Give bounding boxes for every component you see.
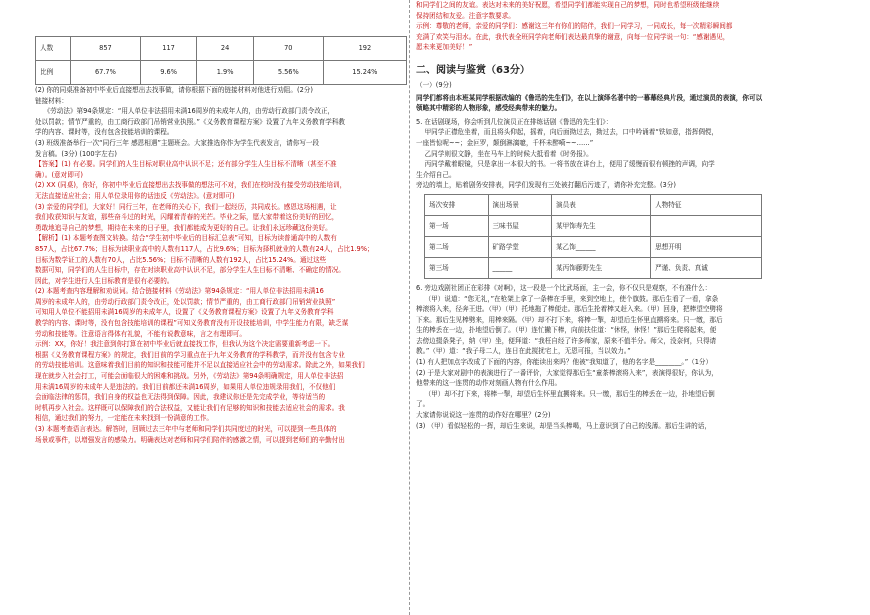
- text-line: 相信，通过我们的努力，一定能在未来找到一份满意的工作。: [35, 414, 214, 423]
- text-line: 领略其中精彩的人物形象，感受经典带来的魅力。: [416, 104, 562, 113]
- answer-continuation: [416, 0, 834, 53]
- table-header: 场次安排: [425, 194, 489, 215]
- text-line: 劳动和技能等。注意语言得体有礼貌，不能有说教意味，言之有理即可。: [35, 329, 246, 338]
- text-line: 《劳动法》第94条规定：“用人单位非法招用未满16周岁的未成年人的，由劳动行政部门责令改正，: [43, 107, 335, 116]
- table-cell: 第一场: [425, 215, 489, 236]
- table-cell: 比例: [36, 61, 71, 85]
- table-row: [425, 236, 762, 257]
- text-line: 用未满16周岁的未成年人是违法的。我们目前都还未满16周岁，如果用人单位违规录用我们，不仅他们: [35, 382, 336, 391]
- table-cell: 某乙饰______: [552, 236, 651, 257]
- cast-table: [424, 194, 762, 279]
- table-cell: 67.7%: [71, 61, 141, 85]
- text-line: 发言稿。(3分) (100字左右): [35, 149, 117, 158]
- text-line: 数据可知，同学们的人生目标中，存在对读职业高中认识不足，部分学生人生目标不清晰、不确定的情况。: [35, 266, 345, 275]
- table-row: [425, 257, 762, 278]
- table-cell: 192: [323, 37, 406, 61]
- table-cell: 人数: [36, 37, 71, 61]
- text-line: 示例：XX，你好！我注意到你打算在初中毕业后就直接找工作，但我认为这个决定需要重新考虑一下。: [35, 340, 335, 349]
- question-5: [416, 117, 834, 191]
- left-column: [35, 0, 407, 445]
- text-line: 857人，占比67.7%；目标为读职业高中的人数有117人，占比9.6%；目标为择机就业的人数有24人，占比1.9%；: [35, 244, 374, 253]
- stats-table: [35, 36, 407, 85]
- section-title: 二、阅读与鉴赏（63分）: [416, 64, 530, 76]
- text-line: 他带来的这一连贯的动作对刻画人物有什么作用。: [416, 379, 562, 388]
- text-line: 乙同学则很文静，坐在马车上的时候大抵看着《时务报》。: [424, 149, 593, 158]
- table-header: 人物特征: [651, 194, 762, 215]
- table-cell: 9.6%: [140, 61, 197, 85]
- text-line: 去傍边掇条凳子，纳（甲）坐，便拜道：“我枉自经了许多师家，原来不值半分。师父，没奈何，只得请: [416, 336, 717, 345]
- table-cell: 某甲饰寿先生: [552, 215, 651, 236]
- table-cell: 第二场: [425, 236, 489, 257]
- left-text-block: [35, 85, 407, 445]
- text-line: 会面临法律的惩罚，我们自身的权益也无法得到保障。因此，我建议你还是先完成学业，等待适当的: [35, 393, 326, 402]
- text-line: 下来。那后生见棒劈来，用棒来隔。（甲）却不打下来，将棒一掣，却望后生怀里直搠将来。只一缴，那后: [416, 315, 723, 324]
- text-line: 甲同学正襟危坐着，而且将头仰起，摇着，向后面拗过去，拗过去，口中吟诵着“铁如意，指挥倜傥，: [424, 128, 719, 137]
- text-line: (2) XX (同桌)，你好，你初中毕业后直接想出去找事做的想法可不对，我们在校时没有接受劳动技能培训，: [35, 181, 347, 190]
- table-cell: 5.56%: [253, 61, 323, 85]
- right-column: [416, 0, 834, 431]
- text-line: 充满了欢笑与泪水。在此，我代表全班同学向老师们表达最真挚的谢意，向每一位同学说一句：“感谢遇见，: [416, 32, 730, 41]
- text-line: （甲）却不打下来，将棒一掣，却望后生怀里直搠将来。只一缴，那后生的棒丢在一边，扑地望后倒: [424, 389, 715, 398]
- text-line: 的劳动技能培训。这意味着我们目前的知识和技能可能并不足以直接适应社会中的劳动需求。除此之外，如果我们: [35, 361, 365, 370]
- text-line: 确）。(意对即可): [35, 170, 84, 179]
- table-header: 演出场景: [488, 194, 552, 215]
- text-line: 学的内容、课时等，没有包含技能培训的课程。: [35, 128, 174, 137]
- table-cell: 三味书屋: [488, 215, 552, 236]
- text-line: 5. 在话剧现场，你会听到几位演员正在排练话剧《鲁迅的先生们》：: [416, 117, 613, 126]
- text-line: 旁边的墙上，贴着剧务安排表，同学们发现有三处被打翻后污迹了，请你补充完整。(3分): [416, 181, 676, 190]
- table-cell: ______: [488, 257, 552, 278]
- table-cell: 24: [197, 37, 254, 61]
- text-line: 生的棒丢在一边，扑地望后倒了。（甲）连忙撇下棒，向前扶住道：“休怪，休怪！”那后生爬将起来，便: [416, 326, 717, 335]
- table-cell: 第三场: [425, 257, 489, 278]
- text-line: 链接材料：: [35, 96, 68, 105]
- text-line: 6. 旁边戏剧社团正在彩排《对啊》，这一段是一个比武场面，主一会，你不仅只是观察，不有准什么：: [416, 283, 712, 292]
- text-line: (2) 本题考查内容理解和劝说词。结合链接材料《劳动法》第94条规定：“用人单位非法招用未满16: [35, 287, 324, 296]
- table-cell: 矿路学堂: [488, 236, 552, 257]
- table-cell: [651, 215, 762, 236]
- text-line: 了。: [416, 400, 430, 409]
- text-line: 场景或事件，以增强发言的感染力。明确表达对老师和同学们陪伴的感激之情，可以提到老师们的辛勤付出: [35, 435, 345, 444]
- text-line: (2) 你的同桌准备初中毕业后直接想出去找事做，请你根据下面的链接材料对他进行劝阻。(2分): [35, 86, 313, 94]
- table-cell: 857: [71, 37, 141, 61]
- text-line: 大家请你说说这一连贯的动作好在哪里？(2分): [416, 411, 551, 420]
- table-row: [36, 37, 407, 61]
- table-cell: 70: [253, 37, 323, 61]
- text-line: 无法直接适应社会；用人单位录用你的话违反《劳动法》。(意对即可): [35, 191, 235, 200]
- text-line: 和同学们之间的友谊。表达对未来的美好祝愿，希望同学们都能实现自己的梦想，同时也希望班级能继续: [416, 1, 720, 9]
- text-line: 【答案】(1) 有必要。同学们的人生目标对职业高中认识不足；还有部分学生人生目标不清晰（甚至不准: [35, 160, 337, 169]
- text-line: (3) 本题考查语言表达。解答时，回顾过去三年中与老师和同学们共同度过的时光，可以提到一些具体的: [35, 425, 337, 433]
- text-line: 可知用人单位不能招用未满16周岁的未成年人，设置了《义务教育课程方案》设置了九年义务教育学科: [35, 308, 334, 317]
- text-line: 丙同学戴着眼镜，只是拿出一本很大的书。一将书放在讲台上，便用了缓慢而很有顿挫的声调，向学: [424, 160, 715, 169]
- table-cell: 15.24%: [323, 61, 406, 85]
- text-line: 愿未来更加美好！”: [416, 43, 473, 52]
- table-header: 演员表: [552, 194, 651, 215]
- text-line: （甲）说道：“您无礼，”在枪架上拿了一条棒在手里，来到空地上，使个旗鼓。那后生看了一看，拿条: [424, 294, 719, 303]
- text-line: 生介绍自己。: [416, 170, 456, 179]
- text-line: 因此，对学生进行人生目标教育是很有必要的。: [35, 276, 174, 285]
- table-row: [425, 215, 762, 236]
- text-line: (2) 于是大家对剧中的表演进行了一番评价，大家觉得那后生“童茶棒滚将入来”，表演得很好，你认为，: [416, 368, 718, 377]
- text-line: 处以罚款；情节严重的，由工商行政部门吊销营业执照。”《义务教育课程方案》设置了九年义务教育学科教: [35, 117, 346, 126]
- text-line: 现在就步入社会打工，可能会面临很大的困难和挑战。另外，《劳动法》第94条明确规定，用人单位非法招: [35, 372, 344, 381]
- text-line: 示例：尊敬的老师，亲爱的同学们：感谢这三年有你们的陪伴，我们一同学习，一同成长，每一次精彩瞬间都: [416, 22, 733, 31]
- column-divider: [409, 0, 410, 615]
- text-line: 【解析】(1) 本题考查图文转换。结合“学生初中毕业后的目标汇总表”可知，目标为读普通高中的人数有: [35, 234, 337, 243]
- text-line: 目标为数学证工的人数有70人，占比5.56%；目标不清晰的人数有192人，占比15.24%。通过这些: [35, 255, 327, 264]
- table-cell: 117: [140, 37, 197, 61]
- text-line: 根据《义务教育课程方案》的规定，我们目前的学习重点在于九年义务教育的学科教学，而并没有包含专业: [35, 350, 345, 359]
- text-line: 时机再步入社会。这样既可以保障我们的合法权益，又能让我们有足够的知识和技能去适应社会的需求。我: [35, 403, 345, 412]
- text-line: (1) 有人把加点字改成了下面的内容，你能读出来吗？他被“我知道了，他的名字是________。”（1分）: [416, 358, 713, 367]
- table-row: [425, 194, 762, 215]
- table-row: [36, 61, 407, 85]
- text-line: 教。”（甲）道：“我子母二人，连日在此搅扰宅上，无恩可报，当以效力。”: [416, 347, 631, 356]
- text-line: 教学的内容、课时等，没有包含技能培训的课程”可知义务教育没有开设技能培训，中学生能力有限，缺乏谋: [35, 319, 349, 328]
- table-cell: 1.9%: [197, 61, 254, 85]
- reading-intro: [416, 93, 834, 114]
- text-line: 保持团结和友爱。注意字数要求。: [416, 11, 515, 20]
- text-line: (3) 班级准备举行一次“同行三年 感恩相遇”主题班会。大家推选你作为学生代表发言，请你写一段: [35, 138, 320, 147]
- text-line: 周岁的未成年人的，由劳动行政部门责令改正，处以罚款；情节严重的，由工商行政部门吊销营业执照”: [35, 297, 336, 306]
- sub-title: （一）(9分): [416, 80, 452, 89]
- table-cell: 某丙饰藤野先生: [552, 257, 651, 278]
- question-6: [416, 283, 834, 431]
- table-cell: 严谨、负责、真诚: [651, 257, 762, 278]
- text-line: 勇敢地追寻自己的梦想，期待在未来的日子里，我们都能成为更好的自己。让我们永远珍藏这份美好。: [35, 223, 332, 232]
- text-line: (3) 亲爱的同学们，大家好！同行三年，在老师的关心下，我们一起经历，共同成长。感恩这场相遇，让: [35, 202, 337, 211]
- text-line: 一座皆惊呢~~；金叵罗，颠倒淋漓噫，千杯未醉嗬~~……”: [416, 138, 594, 147]
- text-line: 棒滚将入来，径奔王进。（甲）（甲）托地拖了棒便走。那后生抡着棒又赶入来。（甲）回身，把棒望空劈将: [416, 305, 723, 314]
- text-line: 同学们都将由本班某同学根据改编的《鲁迅的先生们》，在以上演绎名著中的一幕幕经典片段，通过演员的表演，你可以: [416, 93, 763, 102]
- text-line: 我们收获知识与友谊，那些奋斗过的时光，闪耀着青春的光芒。毕业之际，愿大家带着这份美好的回忆，: [35, 213, 339, 222]
- text-line: (3) （甲）看似轻松的一挥，却后生来说，却是当头棒喝，马上意识到了自己的浅薄。那后生讲的话，: [416, 421, 711, 430]
- table-cell: 思想开明: [651, 236, 762, 257]
